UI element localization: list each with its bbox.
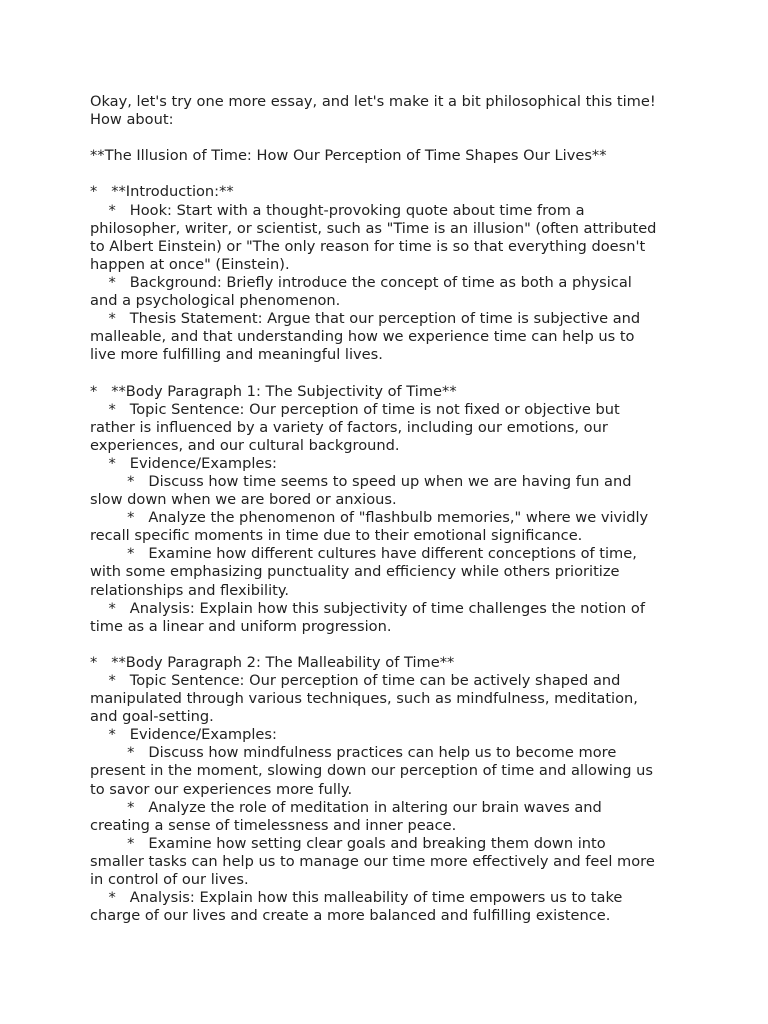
text-line <box>90 636 690 654</box>
essay-outline-text <box>90 93 690 925</box>
text-line: * Analysis: Explain how this subjectivity of time challenges the notion of <box>90 599 645 617</box>
text-line: experiences, and our cultural background. <box>90 436 400 454</box>
text-line: * Analyze the phenomenon of "flashbulb memories," where we vividly <box>90 509 649 527</box>
text-line <box>90 129 690 147</box>
text-line: * Background: Briefly introduce the concept of time as both a physical <box>90 273 632 291</box>
text-line: present in the moment, slowing down our perception of time and allowing us <box>90 762 653 780</box>
text-line: Okay, let's try one more essay, and let's make it a bit philosophical this time! <box>90 93 656 110</box>
text-line: charge of our lives and create a more balanced and fulfilling existence. <box>90 907 611 925</box>
text-line: * Analyze the role of meditation in altering our brain waves and <box>90 798 602 816</box>
text-line: in control of our lives. <box>90 871 249 889</box>
text-line: **The Illusion of Time: How Our Perception of Time Shapes Our Lives** <box>90 147 607 165</box>
text-line: * Evidence/Examples: <box>90 726 277 744</box>
text-line <box>90 364 690 382</box>
text-line: creating a sense of timelessness and inner peace. <box>90 816 457 834</box>
text-line: smaller tasks can help us to manage our time more effectively and feel more <box>90 852 655 870</box>
text-line: time as a linear and uniform progression. <box>90 617 392 635</box>
text-line: * Examine how setting clear goals and breaking them down into <box>90 834 606 852</box>
text-line: * **Introduction:** <box>90 183 234 201</box>
text-line: * Evidence/Examples: <box>90 454 277 472</box>
text-line: * Discuss how mindfulness practices can help us to become more <box>90 744 617 762</box>
text-line: * Examine how different cultures have different conceptions of time, <box>90 545 637 563</box>
text-line: with some emphasizing punctuality and efficiency while others prioritize <box>90 563 620 581</box>
text-line: to Albert Einstein) or "The only reason for time is so that everything doesn't <box>90 237 646 255</box>
text-line: * Analysis: Explain how this malleability of time empowers us to take <box>90 889 623 907</box>
text-line: to savor our experiences more fully. <box>90 780 353 798</box>
text-line: * **Body Paragraph 1: The Subjectivity of Time** <box>90 382 457 400</box>
text-line: * Hook: Start with a thought-provoking quote about time from a <box>90 201 585 219</box>
text-line: and a psychological phenomenon. <box>90 292 341 310</box>
text-line: How about: <box>90 111 174 129</box>
text-line: * **Body Paragraph 2: The Malleability of Time** <box>90 653 455 671</box>
text-line: live more fulfilling and meaningful lives. <box>90 346 383 364</box>
text-line: rather is influenced by a variety of factors, including our emotions, our <box>90 418 608 436</box>
text-line: and goal-setting. <box>90 708 214 726</box>
text-line: * Thesis Statement: Argue that our perception of time is subjective and <box>90 310 641 328</box>
text-line: malleable, and that understanding how we experience time can help us to <box>90 328 635 346</box>
text-line: * Topic Sentence: Our perception of time is not fixed or objective but <box>90 400 620 418</box>
text-line: manipulated through various techniques, such as mindfulness, meditation, <box>90 690 638 708</box>
text-line: philosopher, writer, or scientist, such as "Time is an illusion" (often attributed <box>90 219 657 237</box>
text-line: recall specific moments in time due to their emotional significance. <box>90 527 583 545</box>
text-line: relationships and flexibility. <box>90 581 290 599</box>
text-line <box>90 165 690 183</box>
text-line: happen at once" (Einstein). <box>90 255 290 273</box>
text-line: slow down when we are bored or anxious. <box>90 491 397 509</box>
text-line: * Discuss how time seems to speed up when we are having fun and <box>90 472 632 490</box>
text-line: * Topic Sentence: Our perception of time can be actively shaped and <box>90 672 621 689</box>
